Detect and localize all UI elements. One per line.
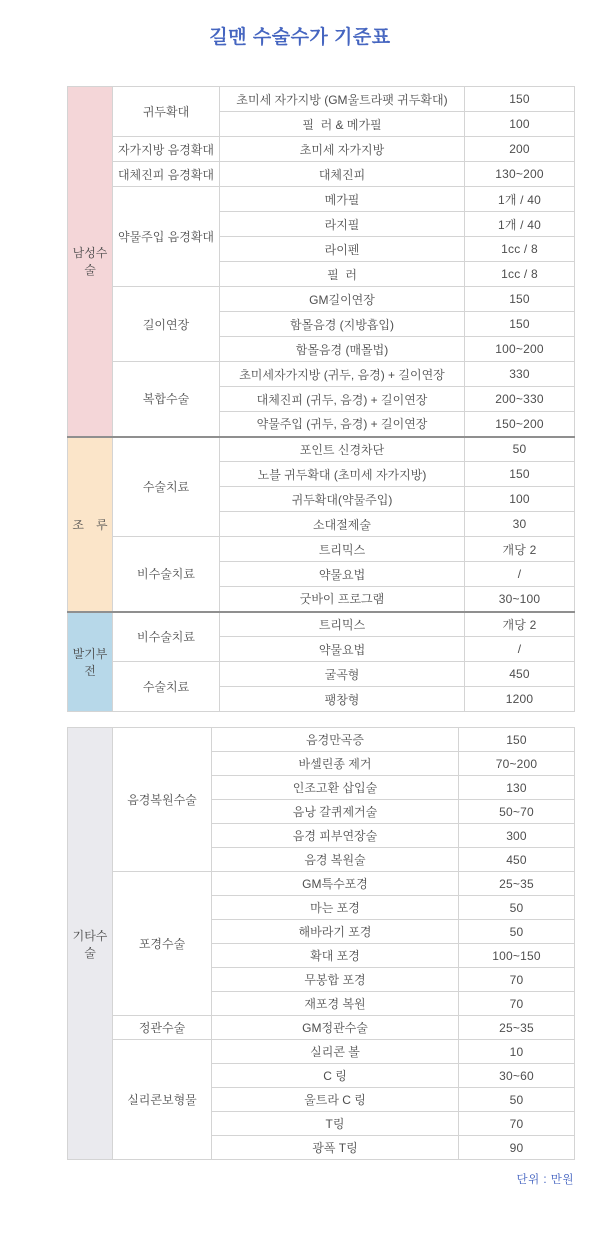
- subcategory-cell: 길이연장: [113, 287, 220, 362]
- table-row: [68, 87, 575, 112]
- surgery-price-table-other: [67, 727, 575, 1160]
- procedure-cell: 귀두확대(약물주입): [220, 487, 465, 512]
- procedure-cell: 해바라기 포경: [212, 920, 459, 944]
- procedure-cell: 대체진피: [220, 162, 465, 187]
- page: [0, 22, 600, 1187]
- price-cell: 150: [465, 462, 575, 487]
- price-cell: 130~200: [465, 162, 575, 187]
- price-cell: 450: [459, 848, 575, 872]
- procedure-cell: 굴곡형: [220, 662, 465, 687]
- price-cell: 330: [465, 362, 575, 387]
- procedure-cell: 약물주입 (귀두, 음경) + 길이연장: [220, 412, 465, 437]
- procedure-cell: 라이펜: [220, 237, 465, 262]
- price-cell: 100: [465, 487, 575, 512]
- price-cell: 50: [465, 437, 575, 462]
- price-cell: 개당 2: [465, 612, 575, 637]
- subcategory-cell: 정관수술: [113, 1016, 212, 1040]
- procedure-cell: 팽창형: [220, 687, 465, 712]
- price-cell: 25~35: [459, 872, 575, 896]
- price-cell: 70~200: [459, 752, 575, 776]
- subcategory-cell: 수술치료: [113, 662, 220, 712]
- table-row: [68, 162, 575, 187]
- price-cell: 90: [459, 1136, 575, 1160]
- price-cell: 150~200: [465, 412, 575, 437]
- category-cell: 남성수술: [68, 87, 113, 437]
- table-row: [68, 1016, 575, 1040]
- price-cell: 25~35: [459, 1016, 575, 1040]
- price-cell: 100~150: [459, 944, 575, 968]
- price-cell: 150: [459, 728, 575, 752]
- procedure-cell: 소대절제술: [220, 512, 465, 537]
- procedure-cell: 인조고환 삽입술: [212, 776, 459, 800]
- subcategory-cell: 복합수술: [113, 362, 220, 437]
- price-cell: 200~330: [465, 387, 575, 412]
- subcategory-cell: 포경수술: [113, 872, 212, 1016]
- category-cell: 발기부전: [68, 612, 113, 712]
- price-cell: 130: [459, 776, 575, 800]
- procedure-cell: 필 러 & 메가필: [220, 112, 465, 137]
- procedure-cell: 음경만곡증: [212, 728, 459, 752]
- price-cell: 30: [465, 512, 575, 537]
- table-row: [68, 728, 575, 752]
- procedure-cell: 재포경 복원: [212, 992, 459, 1016]
- table-row: [68, 437, 575, 462]
- price-cell: 1개 / 40: [465, 187, 575, 212]
- table-row: [68, 187, 575, 212]
- procedure-cell: 굿바이 프로그램: [220, 587, 465, 612]
- table-row: [68, 537, 575, 562]
- procedure-cell: 무봉합 포경: [212, 968, 459, 992]
- table-row: [68, 1040, 575, 1064]
- procedure-cell: 실리콘 볼: [212, 1040, 459, 1064]
- surgery-price-table-main: [67, 86, 575, 712]
- price-cell: 70: [459, 992, 575, 1016]
- procedure-cell: 필 러: [220, 262, 465, 287]
- subcategory-cell: 음경복원수술: [113, 728, 212, 872]
- price-cell: 100: [465, 112, 575, 137]
- price-cell: 450: [465, 662, 575, 687]
- procedure-cell: 노블 귀두확대 (초미세 자가지방): [220, 462, 465, 487]
- procedure-cell: 바셀린종 제거: [212, 752, 459, 776]
- price-cell: 1200: [465, 687, 575, 712]
- procedure-cell: 트리믹스: [220, 612, 465, 637]
- procedure-cell: 트리믹스: [220, 537, 465, 562]
- procedure-cell: 초미세자가지방 (귀두, 음경) + 길이연장: [220, 362, 465, 387]
- procedure-cell: 대체진피 (귀두, 음경) + 길이연장: [220, 387, 465, 412]
- table-body: [68, 87, 575, 712]
- price-cell: 50: [459, 896, 575, 920]
- procedure-cell: 포인트 신경차단: [220, 437, 465, 462]
- price-cell: 50: [459, 920, 575, 944]
- price-cell: 100~200: [465, 337, 575, 362]
- price-cell: 1cc / 8: [465, 262, 575, 287]
- price-cell: /: [465, 637, 575, 662]
- subcategory-cell: 비수술치료: [113, 612, 220, 662]
- price-cell: 150: [465, 287, 575, 312]
- unit-label: 단위 : 만원: [516, 1174, 574, 1186]
- procedure-cell: 라지필: [220, 212, 465, 237]
- procedure-cell: 마는 포경: [212, 896, 459, 920]
- procedure-cell: 음경 피부연장술: [212, 824, 459, 848]
- procedure-cell: 울트라 C 링: [212, 1088, 459, 1112]
- price-cell: 50: [459, 1088, 575, 1112]
- price-cell: 10: [459, 1040, 575, 1064]
- price-cell: 200: [465, 137, 575, 162]
- table-row: [68, 362, 575, 387]
- price-cell: 개당 2: [465, 537, 575, 562]
- category-cell: 조 루: [68, 437, 113, 612]
- price-cell: 150: [465, 312, 575, 337]
- table-body: [68, 728, 575, 1160]
- procedure-cell: C 링: [212, 1064, 459, 1088]
- price-cell: 1cc / 8: [465, 237, 575, 262]
- procedure-cell: 함몰음경 (지방흡입): [220, 312, 465, 337]
- procedure-cell: GM정관수술: [212, 1016, 459, 1040]
- table-row: [68, 287, 575, 312]
- procedure-cell: 확대 포경: [212, 944, 459, 968]
- table-row: [68, 662, 575, 687]
- procedure-cell: T링: [212, 1112, 459, 1136]
- procedure-cell: 메가필: [220, 187, 465, 212]
- subcategory-cell: 대체진피 음경확대: [113, 162, 220, 187]
- procedure-cell: GM길이연장: [220, 287, 465, 312]
- price-cell: 50~70: [459, 800, 575, 824]
- subcategory-cell: 귀두확대: [113, 87, 220, 137]
- price-cell: 150: [465, 87, 575, 112]
- procedure-cell: 초미세 자가지방 (GM울트라팻 귀두확대): [220, 87, 465, 112]
- procedure-cell: 광폭 T링: [212, 1136, 459, 1160]
- procedure-cell: 음경 복원술: [212, 848, 459, 872]
- procedure-cell: GM특수포경: [212, 872, 459, 896]
- price-cell: 30~60: [459, 1064, 575, 1088]
- price-cell: 300: [459, 824, 575, 848]
- price-cell: 1개 / 40: [465, 212, 575, 237]
- table-row: [68, 137, 575, 162]
- subcategory-cell: 실리콘보형물: [113, 1040, 212, 1160]
- price-cell: /: [465, 562, 575, 587]
- category-cell: 기타수술: [68, 728, 113, 1160]
- subcategory-cell: 비수술치료: [113, 537, 220, 612]
- price-cell: 70: [459, 968, 575, 992]
- subcategory-cell: 자가지방 음경확대: [113, 137, 220, 162]
- procedure-cell: 초미세 자가지방: [220, 137, 465, 162]
- price-cell: 70: [459, 1112, 575, 1136]
- procedure-cell: 함몰음경 (매몰법): [220, 337, 465, 362]
- procedure-cell: 음낭 갈퀴제거술: [212, 800, 459, 824]
- table-row: [68, 612, 575, 637]
- procedure-cell: 약물요법: [220, 637, 465, 662]
- subcategory-cell: 약물주입 음경확대: [113, 187, 220, 287]
- price-cell: 30~100: [465, 587, 575, 612]
- subcategory-cell: 수술치료: [113, 437, 220, 537]
- procedure-cell: 약물요법: [220, 562, 465, 587]
- table-row: [68, 872, 575, 896]
- page-title: 길맨 수술수가 기준표: [209, 27, 391, 48]
